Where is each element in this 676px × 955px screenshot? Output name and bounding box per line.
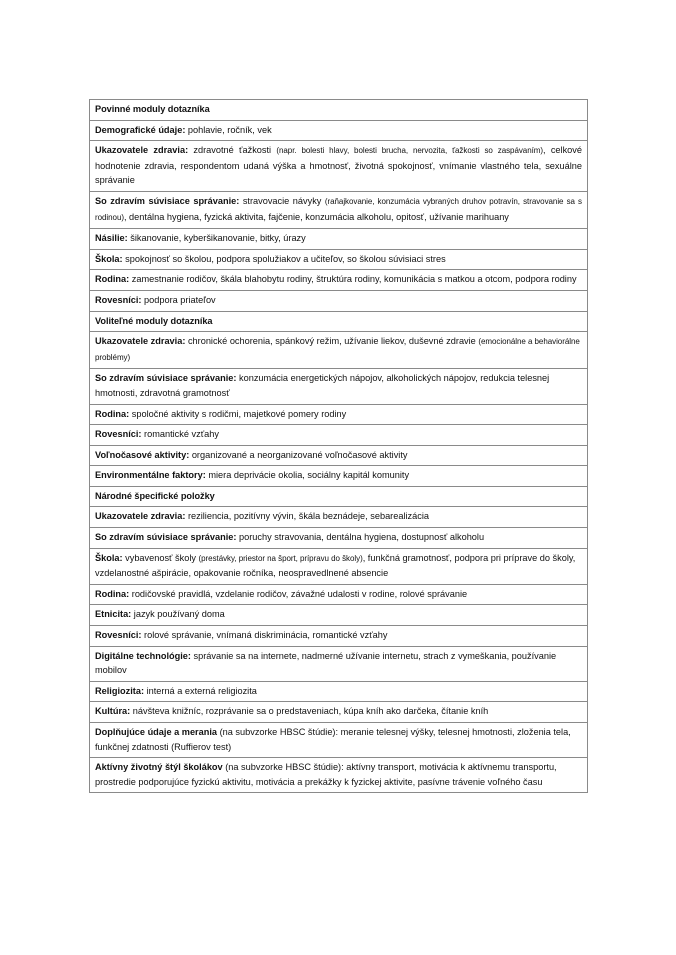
module-label: Kultúra: — [95, 706, 131, 717]
module-detail: správanie sa na internete, nadmerné užívanie internetu, strach z vymeškania, používanie mobilov — [95, 650, 557, 676]
module-cell — [90, 249, 588, 270]
table-row — [90, 548, 588, 584]
module-label: Voľnočasové aktivity: — [95, 449, 190, 460]
module-cell — [90, 702, 588, 723]
module-cell — [90, 584, 588, 605]
module-detail: poruchy stravovania, dentálna hygiena, dostupnosť alkoholu — [236, 532, 485, 543]
module-detail: , dentálna hygiena, fyzická aktivita, fajčenie, konzumácia alkoholu, opitosť, užívanie marihuany — [123, 211, 509, 222]
module-cell — [90, 626, 588, 647]
module-detail: romantické vzťahy — [141, 429, 219, 440]
table-row — [90, 369, 588, 404]
section-heading: Voliteľné moduly dotazníka — [90, 311, 588, 332]
table-section-heading-row — [90, 486, 588, 507]
module-detail: podpora priateľov — [141, 294, 216, 305]
module-cell — [90, 404, 588, 425]
table-row — [90, 290, 588, 311]
table-row — [90, 332, 588, 369]
module-label: So zdravím súvisiace správanie: — [95, 532, 237, 543]
module-detail: miera deprivácie okolia, sociálny kapitál komunity — [205, 470, 410, 481]
module-cell — [90, 290, 588, 311]
questionnaire-modules-table — [89, 99, 588, 793]
table-row — [90, 702, 588, 723]
table-row — [90, 681, 588, 702]
table-row — [90, 445, 588, 466]
module-label: Demografické údaje: — [95, 124, 186, 135]
module-cell — [90, 528, 588, 549]
module-label: Ukazovatele zdravia: — [95, 336, 186, 347]
module-cell — [90, 646, 588, 681]
module-detail: rolové správanie, vnímaná diskriminácia, romantické vzťahy — [141, 630, 388, 641]
module-detail: rodičovské pravidlá, vzdelanie rodičov, závažné udalosti v rodine, rolové správanie — [129, 588, 468, 599]
questionnaire-modules-table-wrapper — [89, 99, 588, 793]
module-cell — [90, 507, 588, 528]
table-row — [90, 141, 588, 192]
module-label: Rovesníci: — [95, 429, 142, 440]
module-detail: : meranie telesnej výšky, telesnej hmotnosti, zloženia tela, funkčnej zdatnosti (Ruffierov test) — [95, 727, 571, 752]
table-row — [90, 425, 588, 446]
table-row — [90, 249, 588, 270]
table-row — [90, 466, 588, 487]
module-detail: : aktívny transport, motivácia k aktívnemu transportu, prostredie podporujúce fyzickú aktivitu, motivácia a prekážky k fyzickej aktivite, pasívne trávenie voľného času — [95, 762, 557, 787]
module-label: Rodina: — [95, 588, 130, 599]
module-label: Ukazovatele zdravia: — [95, 145, 189, 156]
section-heading: Povinné moduly dotazníka — [90, 100, 588, 121]
module-detail: (na subvzorke HBSC štúdie) — [217, 727, 336, 737]
module-label: Religiozita: — [95, 685, 145, 696]
table-row — [90, 584, 588, 605]
module-cell — [90, 445, 588, 466]
module-cell — [90, 120, 588, 141]
module-detail-small: (raňajkovanie, konzumácia vybraných druhov potravín, stravovanie sa s rodinou) — [95, 196, 582, 222]
module-cell — [90, 191, 588, 228]
module-label: Aktívny životný štýl školákov — [95, 762, 223, 773]
table-row — [90, 270, 588, 291]
table-section-heading-row — [90, 311, 588, 332]
module-label: Škola: — [95, 552, 123, 563]
table-row — [90, 507, 588, 528]
module-detail: , funkčná gramotnosť, podpora pri príprave do školy, vzdelanostné ašpirácie, opakovanie ročníka, neospravedlnené absencie — [95, 552, 576, 579]
module-detail-small: (napr. bolesti hlavy, bolesti brucha, nervozita, ťažkosti so zaspávaním) — [276, 146, 543, 156]
module-detail: spoločné aktivity s rodičmi, majetkové pomery rodiny — [129, 408, 347, 419]
module-detail: stravovacie návyky — [239, 195, 325, 206]
module-cell — [90, 332, 588, 369]
module-detail: chronické ochorenia, spánkový režim, užívanie liekov, duševné zdravie — [185, 336, 479, 347]
module-label: Rodina: — [95, 408, 130, 419]
module-label: Rodina: — [95, 274, 130, 285]
table-row — [90, 120, 588, 141]
module-cell — [90, 723, 588, 758]
table-row — [90, 605, 588, 626]
module-detail: organizované a neorganizované voľnočasové aktivity — [189, 449, 408, 460]
module-cell — [90, 758, 588, 793]
table-section-heading-row — [90, 100, 588, 121]
module-label: Rovesníci: — [95, 294, 142, 305]
module-cell — [90, 605, 588, 626]
module-cell — [90, 369, 588, 404]
module-label: Násilie: — [95, 233, 128, 244]
section-heading: Národné špecifické položky — [90, 486, 588, 507]
table-row — [90, 626, 588, 647]
module-detail: pohlavie, ročník, vek — [185, 124, 272, 135]
module-label: So zdravím súvisiace správanie: — [95, 195, 240, 206]
module-cell — [90, 681, 588, 702]
module-detail: (na subvzorke HBSC štúdie) — [222, 762, 342, 773]
module-label: Digitálne technológie: — [95, 650, 191, 661]
table-row — [90, 723, 588, 758]
module-detail: , celkové hodnotenie zdravia, respondentom udaná výška a hmotnosť, životná spokojnosť, vnímanie vlastného tela, sexuálne správanie — [95, 145, 582, 186]
module-label: Škola: — [95, 253, 123, 264]
table-row — [90, 758, 588, 793]
module-detail: návšteva knižníc, rozprávanie sa o predstaveniach, kúpa kníh ako darčeka, čítanie kníh — [130, 706, 489, 717]
table-row — [90, 646, 588, 681]
module-cell — [90, 425, 588, 446]
module-label: Ukazovatele zdravia: — [95, 511, 186, 522]
module-label: Environmentálne faktory: — [95, 470, 206, 481]
module-detail: zdravotné ťažkosti — [188, 145, 277, 156]
module-label: Doplňujúce údaje a merania — [95, 727, 218, 737]
module-detail: zamestnanie rodičov, škála blahobytu rodiny, štruktúra rodiny, komunikácia s matkou a otcom, podpora rodiny — [129, 274, 577, 285]
module-detail: konzumácia energetických nápojov, alkoholických nápojov, redukcia telesnej hmotnosti, zdravotná gramotnosť — [95, 373, 550, 398]
module-detail: jazyk používaný doma — [131, 609, 225, 620]
module-detail: šikanovanie, kyberšikanovanie, bitky, úrazy — [127, 233, 306, 244]
module-cell — [90, 548, 588, 584]
module-detail-small: (prestávky, priestor na šport, prípravu do školy) — [198, 553, 363, 563]
module-detail: spokojnosť so školou, podpora spolužiakov a učiteľov, so školou súvisiaci stres — [122, 253, 446, 264]
table-row — [90, 528, 588, 549]
module-detail: interná a externá religiozita — [144, 685, 257, 696]
table-row — [90, 191, 588, 228]
module-cell — [90, 466, 588, 487]
module-label: So zdravím súvisiace správanie: — [95, 373, 237, 384]
module-label: Etnicita: — [95, 609, 132, 620]
module-detail: vybavenosť školy — [122, 552, 199, 563]
table-body — [90, 100, 588, 793]
table-row — [90, 229, 588, 250]
module-detail: reziliencia, pozitívny vývin, škála beznádeje, sebarealizácia — [185, 511, 429, 522]
module-cell — [90, 229, 588, 250]
module-detail-small: (emocionálne a behaviorálne problémy) — [95, 337, 580, 362]
module-label: Rovesníci: — [95, 630, 142, 641]
module-cell — [90, 270, 588, 291]
module-cell — [90, 141, 588, 192]
table-row — [90, 404, 588, 425]
